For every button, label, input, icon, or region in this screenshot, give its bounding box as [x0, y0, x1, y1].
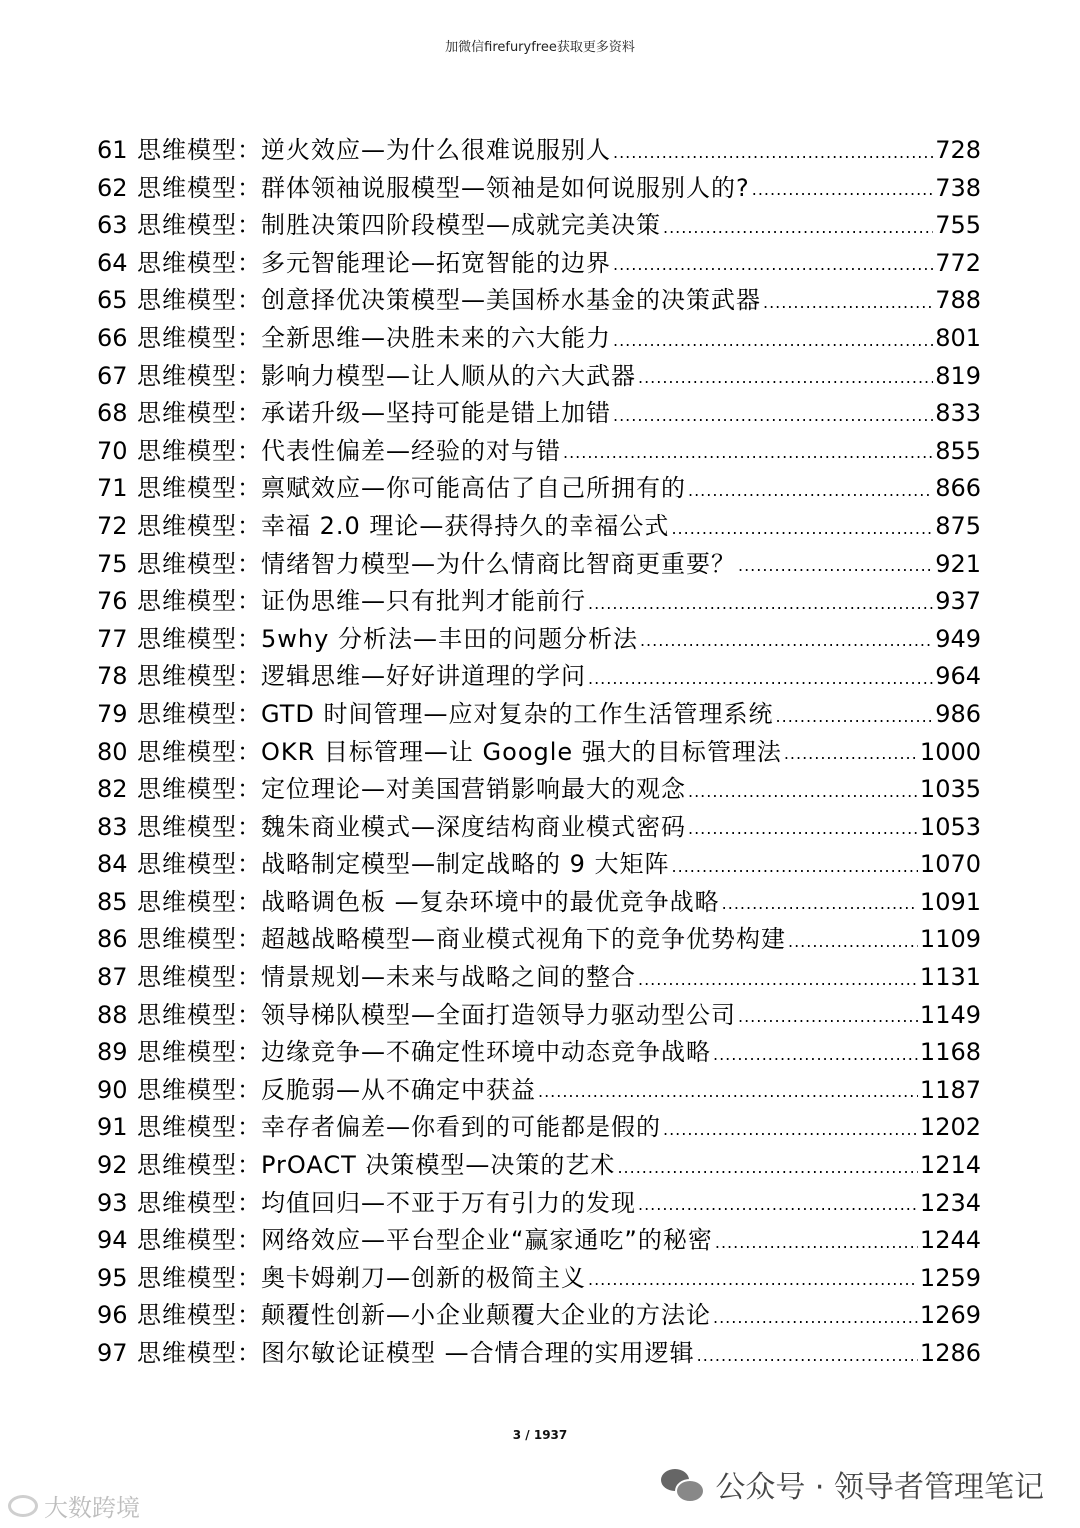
entry-page-number: 875 — [935, 511, 981, 540]
entry-page-number: 986 — [935, 699, 981, 728]
entry-separator: ： — [237, 587, 261, 616]
entry-separator: ： — [237, 1301, 261, 1330]
entry-label: 思维模型 — [137, 775, 237, 804]
dot-leader — [672, 846, 918, 884]
entry-label: 思维模型 — [137, 624, 237, 653]
entry-separator: ： — [237, 1038, 261, 1067]
dot-leader — [617, 1147, 917, 1185]
entry-page-number: 788 — [935, 286, 981, 315]
entry-number: 92 — [97, 1151, 128, 1180]
entry-title: 情绪智力模型—为什么情商比智商更重要？ — [261, 549, 736, 578]
toc-entry[interactable] — [97, 696, 981, 734]
entry-separator: ： — [237, 1151, 261, 1180]
entry-number: 71 — [97, 474, 128, 503]
entry-page-number: 819 — [935, 361, 981, 390]
wechat-watermark — [661, 1462, 1044, 1506]
entry-page-number: 833 — [935, 399, 981, 428]
entry-title: 网络效应—平台型企业“赢家通吃”的秘密 — [261, 1226, 713, 1255]
entry-number: 75 — [97, 549, 128, 578]
dot-leader — [613, 320, 933, 358]
entry-title: GTD 时间管理—应对复杂的工作生活管理系统 — [261, 699, 774, 728]
dot-leader — [663, 1109, 918, 1147]
toc-entry[interactable] — [97, 132, 981, 170]
dot-leader — [776, 696, 934, 734]
toc-entry[interactable] — [97, 1147, 981, 1185]
dot-leader — [613, 245, 933, 283]
entry-title: 群体领袖说服模型—领袖是如何说服别人的? — [261, 173, 750, 202]
entry-title: 影响力模型—让人顺从的六大武器 — [261, 361, 636, 390]
entry-number: 84 — [97, 850, 128, 879]
entry-separator: ： — [237, 1188, 261, 1217]
toc-entry[interactable] — [97, 1222, 981, 1260]
toc-entry[interactable] — [97, 1335, 981, 1373]
dot-leader — [638, 358, 933, 396]
toc-entry[interactable] — [97, 508, 981, 546]
dot-leader — [788, 921, 918, 959]
entry-page-number: 801 — [935, 323, 981, 352]
toc-entry[interactable] — [97, 1185, 981, 1223]
entry-separator: ： — [237, 211, 261, 240]
dot-leader — [688, 470, 933, 508]
entry-page-number: 1109 — [919, 925, 981, 954]
entry-separator: ： — [237, 775, 261, 804]
entry-title: 逻辑思维—好好讲道理的学问 — [261, 662, 586, 691]
entry-separator: ： — [237, 1226, 261, 1255]
entry-page-number: 937 — [935, 587, 981, 616]
toc-entry[interactable] — [97, 621, 981, 659]
entry-label: 思维模型 — [137, 1151, 237, 1180]
entry-number: 97 — [97, 1339, 128, 1367]
entry-label: 思维模型 — [137, 1000, 237, 1029]
toc-entry[interactable] — [97, 809, 981, 847]
entry-number: 63 — [97, 211, 128, 240]
entry-title: 魏朱商业模式—深度结构商业模式密码 — [261, 812, 686, 841]
entry-label: 思维模型 — [137, 963, 237, 992]
entry-label: 思维模型 — [137, 737, 237, 766]
entry-number: 61 — [97, 136, 128, 164]
entry-number: 94 — [97, 1226, 128, 1255]
dot-leader — [738, 546, 933, 584]
entry-separator: ： — [237, 399, 261, 428]
entry-label: 思维模型 — [137, 850, 237, 879]
entry-separator: ： — [237, 737, 261, 766]
dot-leader — [688, 809, 918, 847]
entry-separator: ： — [237, 624, 261, 653]
wechat-watermark-text: 公众号 · 领导者管理笔记 — [715, 1470, 1044, 1505]
dot-leader — [588, 583, 933, 621]
toc-entry[interactable] — [97, 433, 981, 471]
entry-separator: ： — [237, 511, 261, 540]
entry-separator: ： — [237, 1075, 261, 1104]
entry-label: 思维模型 — [137, 887, 237, 916]
entry-label: 思维模型 — [137, 1263, 237, 1292]
entry-separator: ： — [237, 549, 261, 578]
entry-separator: ： — [237, 887, 261, 916]
entry-label: 思维模型 — [137, 323, 237, 352]
entry-page-number: 1070 — [919, 850, 981, 879]
entry-number: 90 — [97, 1075, 128, 1104]
entry-title: 奥卡姆剃刀—创新的极简主义 — [261, 1263, 586, 1292]
wechat-icon — [661, 1467, 703, 1501]
page-header: 加微信firefuryfree获取更多资料 — [445, 40, 635, 55]
brand-watermark — [8, 1488, 140, 1523]
toc-entry[interactable] — [97, 997, 981, 1035]
entry-title: 禀赋效应—你可能高估了自己所拥有的 — [261, 474, 686, 503]
toc-entry[interactable] — [97, 658, 981, 696]
entry-page-number: 949 — [935, 624, 981, 653]
toc-entry[interactable] — [97, 320, 981, 358]
dot-leader — [715, 1222, 918, 1260]
entry-label: 思维模型 — [137, 1113, 237, 1142]
entry-number: 95 — [97, 1263, 128, 1292]
dot-leader — [538, 1072, 918, 1110]
entry-label: 思维模型 — [137, 474, 237, 503]
entry-page-number: 1035 — [919, 775, 981, 804]
dot-leader — [588, 658, 933, 696]
entry-number: 70 — [97, 436, 128, 465]
entry-title: 全新思维—决胜未来的六大能力 — [261, 323, 611, 352]
toc-entry[interactable] — [97, 884, 981, 922]
entry-separator: ： — [237, 1263, 261, 1292]
entry-separator: ： — [237, 812, 261, 841]
entry-title: 定位理论—对美国营销影响最大的观念 — [261, 775, 686, 804]
entry-separator: ： — [237, 474, 261, 503]
entry-number: 88 — [97, 1000, 128, 1029]
dot-leader — [688, 771, 918, 809]
entry-separator: ： — [237, 963, 261, 992]
entry-separator: ： — [237, 850, 261, 879]
toc-entry[interactable] — [97, 921, 981, 959]
entry-label: 思维模型 — [137, 549, 237, 578]
entry-page-number: 1187 — [919, 1075, 981, 1104]
dot-leader — [784, 734, 918, 772]
entry-separator: ： — [237, 1339, 261, 1367]
entry-page-number: 738 — [935, 173, 981, 202]
entry-title: 领导梯队模型—全面打造领导力驱动型公司 — [261, 1000, 736, 1029]
entry-separator: ： — [237, 173, 261, 202]
toc-entry[interactable] — [97, 245, 981, 283]
entry-number: 83 — [97, 812, 128, 841]
entry-page-number: 728 — [935, 136, 981, 164]
toc-entry[interactable] — [97, 1034, 981, 1072]
entry-title: 战略调色板 —复杂环境中的最优竞争战略 — [261, 887, 720, 916]
dot-leader — [752, 170, 933, 208]
page-indicator: 3 / 1937 — [512, 1428, 568, 1442]
dot-leader — [613, 132, 933, 170]
entry-page-number: 1000 — [919, 737, 981, 766]
entry-page-number: 1149 — [919, 1000, 981, 1029]
entry-label: 思维模型 — [137, 173, 237, 202]
toc-entry[interactable] — [97, 959, 981, 997]
entry-title: 代表性偏差—经验的对与错 — [261, 436, 561, 465]
entry-separator: ： — [237, 1113, 261, 1142]
entry-title: 逆火效应—为什么很难说服别人 — [261, 136, 611, 164]
entry-label: 思维模型 — [137, 1038, 237, 1067]
entry-label: 思维模型 — [137, 812, 237, 841]
entry-label: 思维模型 — [137, 436, 237, 465]
entry-number: 85 — [97, 887, 128, 916]
entry-number: 93 — [97, 1188, 128, 1217]
entry-label: 思维模型 — [137, 361, 237, 390]
dot-leader — [722, 884, 918, 922]
entry-page-number: 1244 — [919, 1226, 981, 1255]
entry-page-number: 866 — [935, 474, 981, 503]
entry-number: 89 — [97, 1038, 128, 1067]
entry-page-number: 755 — [935, 211, 981, 240]
entry-separator: ： — [237, 1000, 261, 1029]
entry-separator: ： — [237, 699, 261, 728]
entry-number: 72 — [97, 511, 128, 540]
entry-page-number: 1286 — [919, 1339, 981, 1367]
entry-title: 5why 分析法—丰田的问题分析法 — [261, 624, 638, 653]
entry-page-number: 1131 — [919, 963, 981, 992]
entry-label: 思维模型 — [137, 925, 237, 954]
toc-entry[interactable] — [97, 282, 981, 320]
toc-entry[interactable] — [97, 1072, 981, 1110]
entry-number: 76 — [97, 587, 128, 616]
entry-label: 思维模型 — [137, 587, 237, 616]
toc-entry[interactable] — [97, 395, 981, 433]
entry-number: 87 — [97, 963, 128, 992]
entry-label: 思维模型 — [137, 1188, 237, 1217]
entry-title: 幸存者偏差—你看到的可能都是假的 — [261, 1113, 661, 1142]
toc-entry[interactable] — [97, 583, 981, 621]
entry-page-number: 964 — [935, 662, 981, 691]
dot-leader — [638, 1185, 918, 1223]
entry-separator: ： — [237, 662, 261, 691]
entry-separator: ： — [237, 136, 261, 164]
entry-page-number: 855 — [935, 436, 981, 465]
dot-leader — [671, 508, 933, 546]
entry-number: 65 — [97, 286, 128, 315]
entry-number: 62 — [97, 173, 128, 202]
entry-title: 反脆弱—从不确定中获益 — [261, 1075, 536, 1104]
entry-title: 图尔敏论证模型 —合情合理的实用逻辑 — [261, 1339, 695, 1367]
entry-number: 91 — [97, 1113, 128, 1142]
entry-separator: ： — [237, 286, 261, 315]
entry-label: 思维模型 — [137, 1339, 237, 1367]
entry-label: 思维模型 — [137, 286, 237, 315]
entry-number: 79 — [97, 699, 128, 728]
entry-label: 思维模型 — [137, 1075, 237, 1104]
dot-leader — [738, 997, 918, 1035]
entry-label: 思维模型 — [137, 399, 237, 428]
entry-title: 幸福 2.0 理论—获得持久的幸福公式 — [261, 511, 670, 540]
toc-entry[interactable] — [97, 1260, 981, 1298]
dot-leader — [713, 1297, 918, 1335]
table-of-contents — [97, 132, 981, 1373]
entry-title: 证伪思维—只有批判才能前行 — [261, 587, 586, 616]
entry-number: 64 — [97, 248, 128, 277]
ring-logo-icon — [8, 1495, 38, 1517]
entry-page-number: 772 — [935, 248, 981, 277]
entry-separator: ： — [237, 248, 261, 277]
toc-entry[interactable] — [97, 734, 981, 772]
entry-separator: ： — [237, 323, 261, 352]
dot-leader — [613, 395, 933, 433]
dot-leader — [763, 282, 933, 320]
entry-number: 78 — [97, 662, 128, 691]
entry-label: 思维模型 — [137, 511, 237, 540]
entry-number: 68 — [97, 399, 128, 428]
dot-leader — [663, 207, 933, 245]
toc-entry[interactable] — [97, 470, 981, 508]
entry-page-number: 1091 — [919, 887, 981, 916]
entry-page-number: 1234 — [919, 1188, 981, 1217]
entry-label: 思维模型 — [137, 699, 237, 728]
dot-leader — [638, 959, 918, 997]
entry-separator: ： — [237, 361, 261, 390]
entry-page-number: 1053 — [919, 812, 981, 841]
entry-label: 思维模型 — [137, 1301, 237, 1330]
entry-title: 情景规划—未来与战略之间的整合 — [261, 963, 636, 992]
entry-label: 思维模型 — [137, 1226, 237, 1255]
entry-label: 思维模型 — [137, 136, 237, 164]
toc-entry[interactable] — [97, 771, 981, 809]
entry-title: PrOACT 决策模型—决策的艺术 — [261, 1151, 616, 1180]
brand-watermark-text: 大数跨境 — [44, 1494, 140, 1522]
entry-number: 67 — [97, 361, 128, 390]
dot-leader — [588, 1260, 918, 1298]
toc-entry[interactable] — [97, 170, 981, 208]
entry-title: 战略制定模型—制定战略的 9 大矩阵 — [261, 850, 670, 879]
dot-leader — [697, 1335, 918, 1373]
dot-leader — [640, 621, 933, 659]
entry-page-number: 1168 — [919, 1038, 981, 1067]
entry-title: 超越战略模型—商业模式视角下的竞争优势构建 — [261, 925, 786, 954]
entry-page-number: 1202 — [919, 1113, 981, 1142]
entry-label: 思维模型 — [137, 211, 237, 240]
entry-number: 80 — [97, 737, 128, 766]
entry-title: 创意择优决策模型—美国桥水基金的决策武器 — [261, 286, 761, 315]
entry-title: 边缘竞争—不确定性环境中动态竞争战略 — [261, 1038, 711, 1067]
entry-separator: ： — [237, 436, 261, 465]
toc-entry[interactable] — [97, 358, 981, 396]
toc-entry[interactable] — [97, 846, 981, 884]
entry-page-number: 1259 — [919, 1263, 981, 1292]
entry-title: 制胜决策四阶段模型—成就完美决策 — [261, 211, 661, 240]
dot-leader — [563, 433, 933, 471]
entry-number: 77 — [97, 624, 128, 653]
entry-separator: ： — [237, 925, 261, 954]
entry-number: 82 — [97, 775, 128, 804]
entry-title: 颠覆性创新—小企业颠覆大企业的方法论 — [261, 1301, 711, 1330]
entry-title: OKR 目标管理—让 Google 强大的目标管理法 — [261, 737, 782, 766]
entry-label: 思维模型 — [137, 662, 237, 691]
entry-number: 86 — [97, 925, 128, 954]
entry-page-number: 1214 — [919, 1151, 981, 1180]
toc-entry[interactable] — [97, 546, 981, 584]
entry-title: 承诺升级—坚持可能是错上加错 — [261, 399, 611, 428]
entry-title: 多元智能理论—拓宽智能的边界 — [261, 248, 611, 277]
entry-title: 均值回归—不亚于万有引力的发现 — [261, 1188, 636, 1217]
entry-number: 66 — [97, 323, 128, 352]
entry-page-number: 1269 — [919, 1301, 981, 1330]
toc-entry[interactable] — [97, 1297, 981, 1335]
dot-leader — [713, 1034, 918, 1072]
entry-page-number: 921 — [935, 549, 981, 578]
toc-entry[interactable] — [97, 207, 981, 245]
entry-label: 思维模型 — [137, 248, 237, 277]
entry-number: 96 — [97, 1301, 128, 1330]
toc-entry[interactable] — [97, 1109, 981, 1147]
